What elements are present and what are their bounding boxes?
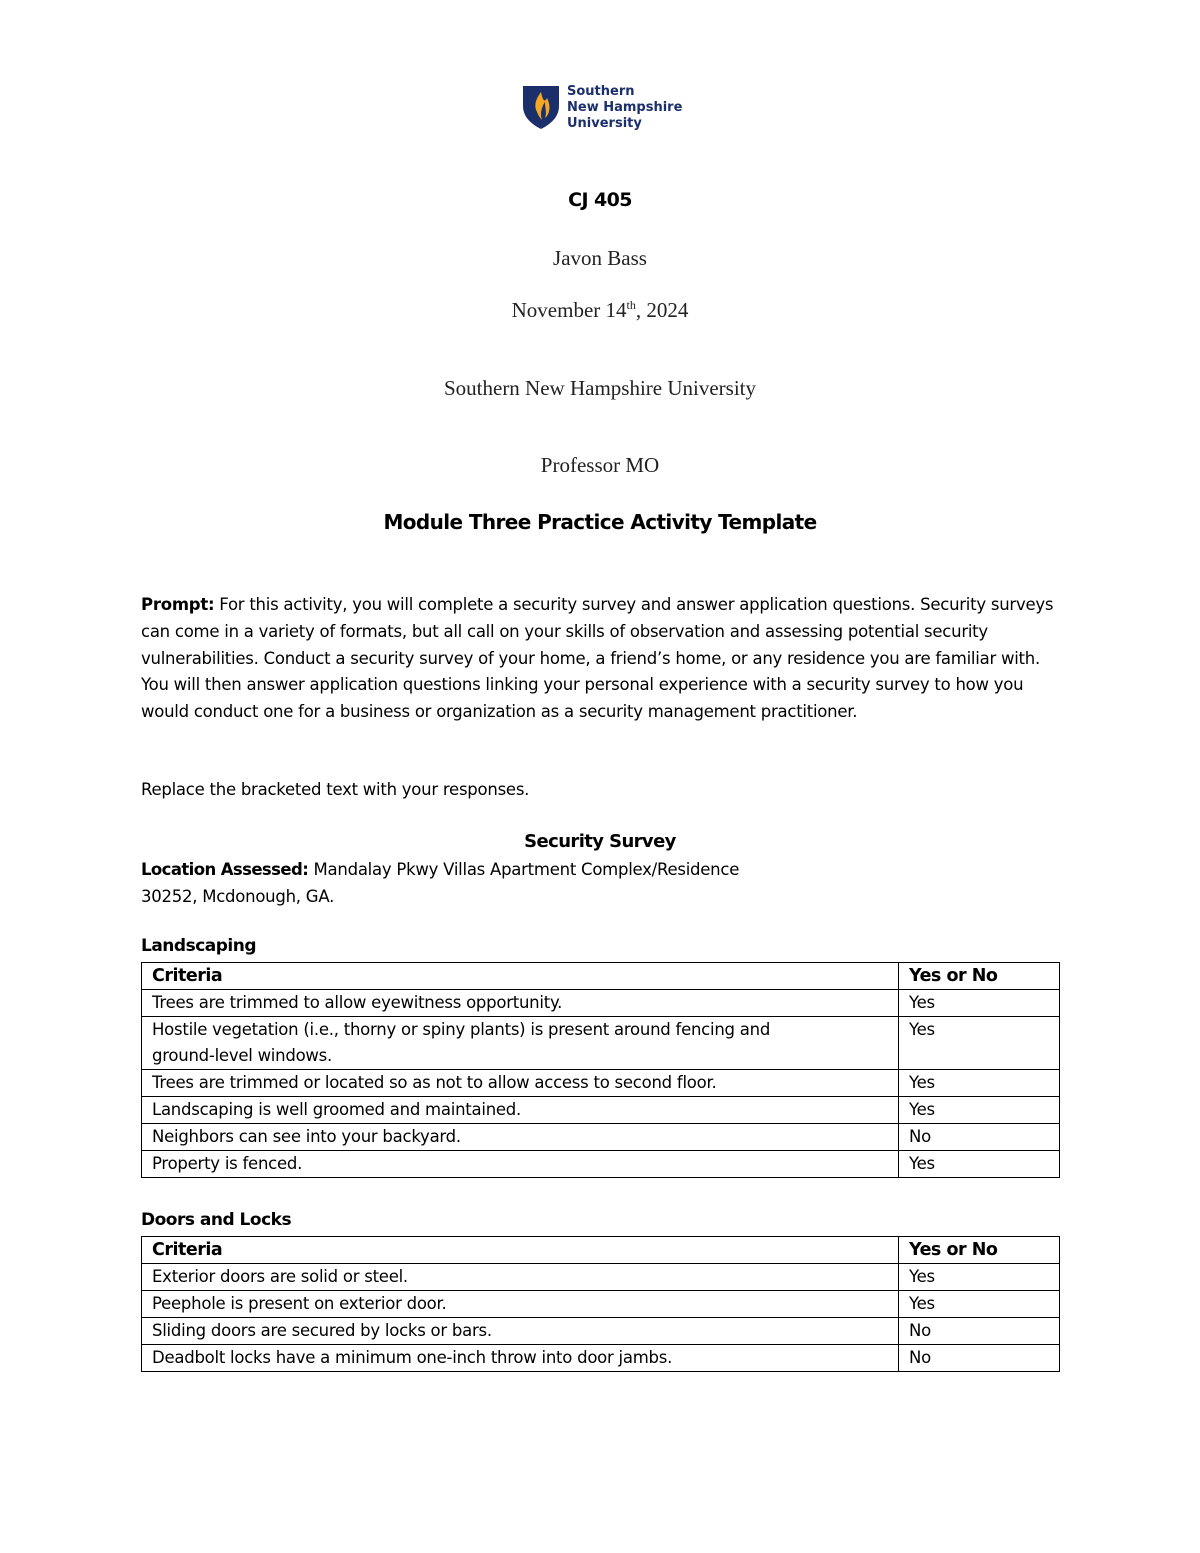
table-row (142, 990, 1060, 1017)
prompt-text: For this activity, you will complete a security survey and answer application questions. Security surveys can come in a variety of formats, but all call on your skills of observation and assessing potential security vulnerabilities. Conduct a security survey of your home, a friend’s home, or any residence you are familiar with. You will then answer application questions linking your personal experience with a security survey to how you would conduct one for a business or organization as a security management practitioner. (141, 595, 1054, 722)
author-name: Javon Bass (553, 246, 647, 270)
header-criteria: Criteria (142, 1237, 899, 1264)
instruction-text: Replace the bracketed text with your responses. (141, 780, 530, 799)
logo-line-2: New Hampshire (567, 100, 683, 115)
survey-heading: Security Survey (524, 831, 676, 852)
answer-cell: Yes (899, 990, 1060, 1017)
date-year: , 2024 (635, 298, 689, 322)
table-header-row (142, 1237, 1060, 1264)
logo-line-3: University (567, 116, 642, 131)
criteria-cell: Landscaping is well groomed and maintained. (142, 1097, 899, 1124)
criteria-cell: Sliding doors are secured by locks or bars. (142, 1318, 899, 1345)
location-block (141, 857, 1061, 911)
answer-cell: Yes (899, 1097, 1060, 1124)
answer-cell: No (899, 1318, 1060, 1345)
landscaping-title: Landscaping (141, 936, 257, 956)
table-header-row (142, 963, 1060, 990)
date-ordinal: th (626, 298, 636, 312)
location-line-1 (141, 857, 1061, 884)
answer-cell: No (899, 1124, 1060, 1151)
table-row (142, 1345, 1060, 1372)
criteria-cell: Deadbolt locks have a minimum one-inch throw into door jambs. (142, 1345, 899, 1372)
criteria-cell: Trees are trimmed to allow eyewitness opportunity. (142, 990, 899, 1017)
doors-title: Doors and Locks (141, 1210, 292, 1230)
answer-cell: Yes (899, 1151, 1060, 1178)
table-row (142, 1318, 1060, 1345)
institution-name: Southern New Hampshire University (443, 376, 757, 400)
table-row (142, 1291, 1060, 1318)
header-answer: Yes or No (899, 963, 1060, 990)
date-month-day: November 14 (511, 298, 627, 322)
snhu-logo (521, 84, 721, 134)
location-line-2: 30252, Mcdonough, GA. (141, 886, 335, 906)
location-colon: : (302, 860, 309, 879)
logo-line-1: Southern (567, 84, 635, 99)
table-row (142, 1070, 1060, 1097)
location-value: Mandalay Pkwy Villas Apartment Complex/Residence (308, 860, 740, 879)
criteria-cell: Exterior doors are solid or steel. (142, 1264, 899, 1291)
shield-flame-icon (521, 84, 561, 130)
answer-cell: Yes (899, 1264, 1060, 1291)
criteria-cell: Property is fenced. (142, 1151, 899, 1178)
logo-wordmark (567, 84, 682, 132)
answer-cell: Yes (899, 1291, 1060, 1318)
submission-date (0, 298, 1200, 323)
doors-table (141, 1236, 1060, 1372)
document-title: Module Three Practice Activity Template (383, 510, 817, 534)
table-row (142, 1097, 1060, 1124)
prompt-label: Prompt: (141, 595, 215, 614)
header-criteria: Criteria (142, 963, 899, 990)
table-row (142, 1017, 1060, 1070)
answer-cell: Yes (899, 1070, 1060, 1097)
table-row (142, 1124, 1060, 1151)
criteria-cell: Hostile vegetation (i.e., thorny or spiny plants) is present around fencing and ground-level windows. (142, 1017, 899, 1070)
criteria-cell: Trees are trimmed or located so as not to allow access to second floor. (142, 1070, 899, 1097)
criteria-cell: Peephole is present on exterior door. (142, 1291, 899, 1318)
header-answer: Yes or No (899, 1237, 1060, 1264)
answer-cell: No (899, 1345, 1060, 1372)
professor-name: Professor MO (540, 453, 660, 477)
answer-cell: Yes (899, 1017, 1060, 1070)
table-row (142, 1264, 1060, 1291)
location-label: Location Assessed (141, 860, 303, 879)
prompt-paragraph (141, 592, 1061, 726)
criteria-cell: Neighbors can see into your backyard. (142, 1124, 899, 1151)
landscaping-table (141, 962, 1060, 1178)
course-code: CJ 405 (568, 189, 632, 211)
table-row (142, 1151, 1060, 1178)
